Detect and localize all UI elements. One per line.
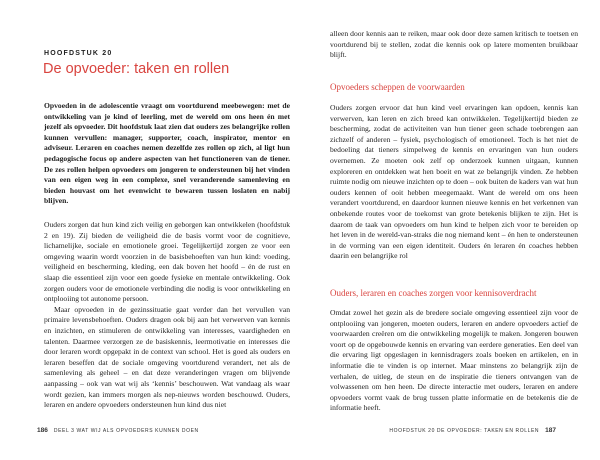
right-page [300, 0, 600, 460]
body-paragraph: Omdat zowel het gezin als de bredere sociale omgeving essentieel zijn voor de ontplooiing van jongeren, moeten ouders, leraren en andere opvoeders actief de voorwaarden creëren om die ontwikkeling mogelijk te maken. Jongeren bouwen voort op de opgebouwde kennis en ervaring van eerdere generaties. Een deel van die ervaring ligt opgeslagen in kennisdragers zoals boeken en artikelen, en in informatie die te vinden is op internet. Maar minstens zo belangrijk zijn de verhalen, de uitleg, de steun en de inspiratie die tieners ontvangen van de volwassenen om hen heen. De directe interactie met ouders, leraren en andere opvoeders vormt vaak de brug tussen platte informatie en de betekenis die de informatie heeft. [330, 308, 578, 413]
section-heading: Opvoeders scheppen de voorwaarden [330, 82, 465, 92]
body-paragraph: Ouders zorgen ervoor dat hun kind veel ervaringen kan opdoen, kennis kan verwerven, kan leren en zich breed kan ontwikkelen. Tegelijkertijd bieden ze bescherming, zodat de activiteiten van hun tiener geen schade toebrengen aan zichzelf of anderen – fysiek, psychologisch of emotioneel. Toch is het niet de bedoeling dat tieners simpelweg de kennis en ervaringen van hun ouders overnemen. Ze moeten ook zelf op onderzoek kunnen uitgaan, kunnen exploreren en ontdekken wat hen boeit en wat ze belangrijk vinden. Ze hebben ruimte nodig om nieuwe inzichten op te doen – ook buiten de kaders van wat hun ouders kennen of ooit hebben meegemaakt. Want de wereld om ons heen verandert voortdurend, en daardoor kunnen nieuwe kennis en het verkennen van onbekende routes voor de toekomst van grote betekenis blijken te zijn. Het is daarom de taak van opvoeders om hun kind te helpen zich voor te bereiden op het leven in de wereld-van-straks die nog niemand kent – én hen te ondersteunen in de vorming van een eigen identiteit. Ouders én leraren én coaches hebben daarin een belangrijke rol [330, 103, 578, 261]
right-page-footer [389, 427, 560, 434]
continued-text [330, 29, 578, 61]
body-paragraph: alleen door kennis aan te reiken, maar ook door deze samen kritisch te toetsen en voortdurend bij te stellen, zodat die kennis ook op latere momenten bruikbaar blijft. [330, 29, 578, 60]
page-number: 186 [37, 427, 48, 434]
section-text [330, 308, 578, 414]
chapter-title: De opvoeder: taken en rollen [43, 61, 230, 77]
left-body-text [44, 220, 290, 411]
chapter-intro [44, 101, 290, 207]
running-head: HOOFDSTUK 20 DE OPVOEDER: TAKEN EN ROLLEN [389, 428, 540, 434]
chapter-label: HOOFDSTUK 20 [44, 50, 113, 57]
running-head: DEEL 3 WAT WIJ ALS OPVOEDERS KUNNEN DOEN [53, 428, 199, 434]
body-paragraph: Maar opvoeden in de gezinssituatie gaat verder dan het vervullen van primaire levensbehoeften. Ouders dragen ook bij aan het verwerven van kennis en inzichten, en stimuleren de ontwikkeling van interesses, vaardigheden en talenten. Daarmee verzorgen ze de basiskennis, leermotivatie en interesses die door leraren wordt opgepakt in de context van school. Het is goed als ouders en leraren beseffen dat de sociale omgeving voortdurend verandert, net als de samenleving als geheel – en dat deze veranderingen vragen om blijvende aanpassing – ook van wat wij als ‘kennis’ beschouwen. Wat vandaag als waar wordt gezien, kan immers morgen als nep-nieuws worden beschouwd. Ouders, leraren en andere opvoeders ondersteunen hun kind dus niet [44, 304, 290, 410]
body-paragraph: Ouders zorgen dat hun kind zich veilig en geborgen kan ontwikkelen (hoofdstuk 2 en 19). Zij bieden de veiligheid die de basis vormt voor de cognitieve, lichamelijke, sociale en emotionele groei. Tegelijkertijd zorgen ze voor een omgeving waarin wordt voorzien in de basisbehoeften van hun kind: voeding, veiligheid en bescherming, kleding, een dak boven het hoofd – én de rust en slaap die essentieel zijn voor een goede fysieke en mentale ontwikkeling. Ook zorgen ouders voor de emotionele verbinding die nodig is voor ontwikkeling en ontplooiing tot autonome persoon. [44, 220, 290, 304]
page-number: 187 [545, 427, 556, 434]
left-page-footer [33, 427, 199, 434]
section-text [330, 103, 578, 262]
intro-paragraph: Opvoeden in de adolescentie vraagt om voortdurend meebewegen: met de ontwikkeling van je kind of leerling, met de wereld om ons heen én met jezelf als opvoeder. Dit hoofdstuk laat zien dat ouders zes belangrijke rollen kunnen vervullen: manager, supporter, coach, inspirator, mentor en adviseur. Leraren en coaches nemen dezelfde zes rollen op zich, al ligt hun pedagogische focus op andere aspecten van het functioneren van de tiener. De zes rollen helpen opvoeders om jongeren te ondersteunen bij het vinden van een eigen weg in een complexe, snel veranderende samenleving en bieden houvast om het evenwicht te bewaren tussen loslaten en nabij blijven. [44, 101, 290, 206]
section-heading: Ouders, leraren en coaches zorgen voor kennisoverdracht [330, 288, 537, 298]
